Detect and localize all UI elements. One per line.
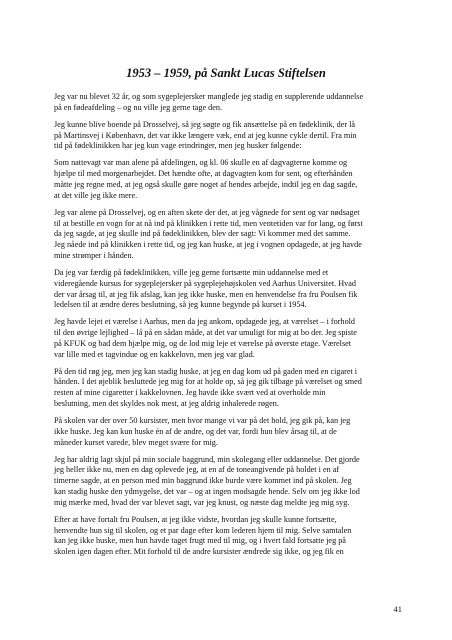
text-line: ikke huske. Jeg kan kun huske én af de andre, og det var, fordi hun blev årsag til, at de [54,426,337,436]
paragraph [54,158,400,201]
text-line: der var årsag til, at jeg fik afslag, kan jeg ikke huske, men en henvendelse fra fru Poulsen fik [54,289,358,299]
paragraph [54,455,400,509]
text-line: Jeg var alene på Drosselvej, og en aften skete der det, at jeg vågnede for sent og var nødsaget [54,207,360,217]
text-line: videregående kursus for sygeplejersker på sygeplejehøjskolen ved Aarhus Universitet. Hvad [54,278,356,288]
page-number: 41 [393,604,402,614]
text-line: jeg heller ikke nu, men en dag oplevede jeg, at en af de toneangivende på holdet i en af [54,465,340,475]
chapter-title: 1953 – 1959, på Sankt Lucas Stiftelsen [126,66,326,80]
text-line: beslutning, men det skyldes nok mest, at jeg aldrig inhalerede røgen. [54,399,279,409]
text-line: måneder kurset varede, blev meget svære for mig. [54,437,218,447]
text-line: mig mærke med, hvad der var blevet sagt, var jeg knust, og næste dag meldte jeg mig syg. [54,497,350,507]
paragraph [54,317,400,360]
paragraph [54,515,400,558]
text-line: Jeg havde lejet et værelse i Aarhus, men da jeg ankom, opdagede jeg, at værelset – i forhold [54,317,356,327]
text-line: skolen igen dagen efter. Mit forhold til de andre kursister ændrede sig ikke, og jeg fik en [54,547,344,557]
paragraph [54,416,400,448]
text-line: ledelsen til at ændre deres beslutning, så jeg kunne begynde på kurset i 1954. [54,300,307,310]
text-line: På skolen var der over 50 kursister, men hvor mange vi var på det hold, jeg gik på, kan jeg [54,416,351,426]
text-line: På den tid røg jeg, men jeg kan stadig huske, at jeg en dag kom ud på gaden med en cigaret i [54,366,358,376]
text-line: var lille med et tagvindue og en kakkelovn, men jeg var glad. [54,349,255,359]
text-line: Efter at have fortalt fru Poulsen, at jeg ikke vidste, hvordan jeg skulle kunne fortsætte, [54,514,337,524]
text-line: Jeg har aldrig lagt skjul på min sociale baggrund, min skolegang eller uddannelse. Det gjorde [54,454,360,464]
text-line: tid på fødeklinikken har jeg kun vage erindringer, men jeg husker følgende: [54,141,302,151]
paragraph [54,120,400,152]
text-line: på en fødeafdeling – og nu ville jeg gerne tage den. [54,102,223,112]
text-line: timerne sagde, at en person med min baggrund ikke burde være kommet ind på skolen. Jeg [54,476,352,486]
text-line: måtte jeg regne med, at jeg også skulle gøre noget af hendes arbejde, indtil jeg en dag sagde, [54,179,358,189]
text-line: Jeg var nu blevet 32 år, og som sygeplejersker manglede jeg stadig en supplerende uddannelse [54,92,364,101]
text-line: resten af mine cigaretter i kakkelovnen. Jeg havde ikke svært ved at overholde min [54,388,326,398]
paragraph [54,367,400,410]
text-line: hånden. I det øjeblik besluttede jeg mig for at holde op, så jeg gik tilbage på værelset og smed [54,377,362,387]
text-line: på Martinsvej i København, det var ikke længere væk, end at jeg kunne cykle dertil. Fra min [54,130,357,140]
text-line: da jeg sagde, at jeg skulle ind på fødeklinikken, blev der sagt: Vi kommer med det samme. [54,229,351,239]
text-line: at det ville jeg ikke mere. [54,190,138,200]
text-line: hjælpe til med morgenarbejdet. Det hændte ofte, at dagvagten kom for sent, og efterhånden [54,169,353,179]
text-line: til at bestille en vogn for at nå ind på klinikken i rette tid, men ventetiden var for lang, og først [54,218,363,228]
text-line: kan stadig huske den ydmygelse, det var – og at ingen modsagde hende. Selv om jeg ikke lod [54,487,360,496]
body-text [54,92,400,564]
text-line: Da jeg var færdig på fødeklinikken, ville jeg gerne fortsætte min uddannelse med et [54,267,329,277]
text-line: Som nattevagt var man alene på afdelingen, og kl. 06 skulle en af dagvagterne komme og [54,158,348,168]
paragraph [54,208,400,262]
paragraph [54,92,400,114]
text-line: på KFUK og bad dem hjælpe mig, og de lod mig leje et værelse på øverste etage. Værelset [54,338,352,348]
text-line: til den øvrige lejlighed – lå på en sådan måde, at det var umuligt for mig at bo der. Jeg spiste [54,328,357,338]
text-line: henvendte hun sig til skolen, og et par dage efter kom lederen hjem til mig. Selve samtalen [54,525,352,535]
text-line: Jeg nåede ind på klinikken i rette tid, og jeg kan huske, at jeg i vognen opdagede, at jeg havde [54,240,362,250]
text-line: mine strømper i hånden. [54,250,134,260]
text-line: kan jeg ikke huske, men hun havde taget frugt med til mig, og i hvert fald fortsatte jeg på [54,536,346,546]
paragraph [54,268,400,311]
text-line: Jeg kunne blive boende på Drosselvej, så jeg søgte og fik ansættelse på en fødeklinik, der lå [54,119,356,129]
